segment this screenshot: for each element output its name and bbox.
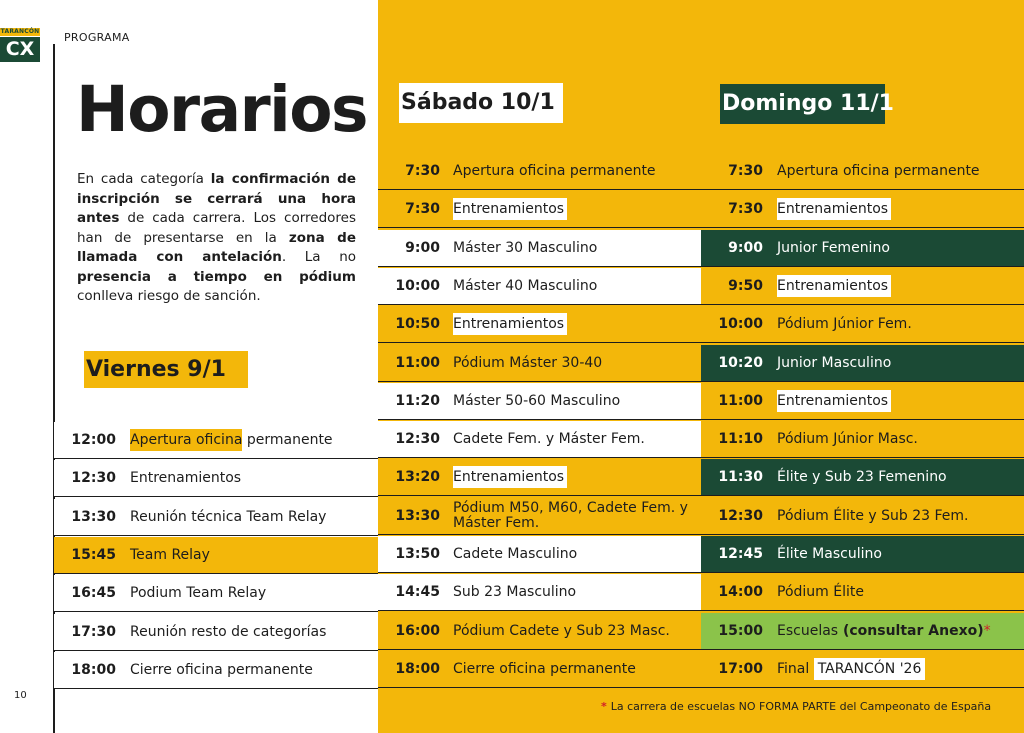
row-time: 11:30 bbox=[718, 469, 763, 486]
row-time: 12:00 bbox=[71, 432, 116, 448]
row-time: 9:50 bbox=[728, 277, 763, 294]
schedule-row-sabado bbox=[378, 421, 701, 458]
schedule-row-domingo bbox=[701, 306, 1024, 343]
schedule-row-domingo bbox=[701, 498, 1024, 535]
section-label: PROGRAMA bbox=[64, 31, 130, 44]
schedule-row-sabado bbox=[378, 651, 701, 688]
schedule-row-viernes bbox=[54, 499, 378, 536]
row-activity: Entrenamientos bbox=[453, 459, 695, 496]
row-time: 13:30 bbox=[71, 508, 116, 525]
row-time: 12:30 bbox=[71, 470, 116, 487]
schedule-row-domingo bbox=[701, 345, 1024, 382]
row-activity: Escuelas (consultar Anexo)* bbox=[777, 622, 991, 639]
row-activity: Final TARANCÓN '26 bbox=[777, 651, 925, 688]
row-time: 11:10 bbox=[718, 431, 763, 448]
row-activity: Pódium Élite bbox=[777, 584, 864, 601]
row-activity: Pódium Júnior Fem. bbox=[777, 316, 912, 333]
schedule-row-sabado bbox=[378, 498, 701, 535]
row-time: 10:00 bbox=[718, 316, 763, 333]
footnote-text: La carrera de escuelas NO FORMA PARTE del Campeonato de España bbox=[610, 700, 992, 713]
row-activity: Entrenamientos bbox=[777, 268, 891, 305]
day-label-domingo: Domingo 11/1 bbox=[720, 84, 885, 124]
schedule-row-sabado bbox=[378, 306, 701, 343]
row-time: 7:30 bbox=[405, 163, 440, 179]
schedule-row-viernes bbox=[54, 422, 378, 459]
intro-paragraph bbox=[77, 170, 356, 307]
row-time: 10:00 bbox=[395, 277, 440, 294]
row-time: 13:50 bbox=[395, 546, 440, 562]
schedule-row-domingo bbox=[701, 230, 1024, 267]
footnote bbox=[601, 700, 991, 713]
row-time: 12:45 bbox=[718, 546, 763, 562]
row-time: 17:30 bbox=[71, 623, 116, 640]
row-time: 18:00 bbox=[71, 661, 116, 678]
row-activity: Pódium Cadete y Sub 23 Masc. bbox=[453, 622, 670, 639]
schedule-row-sabado bbox=[378, 613, 701, 650]
row-activity: Team Relay bbox=[130, 546, 210, 563]
intro-segment: zona de llamada con antelación bbox=[77, 229, 356, 265]
row-activity: Entrenamientos bbox=[453, 306, 695, 343]
row-activity: Máster 50-60 Masculino bbox=[453, 392, 621, 409]
row-time: 12:30 bbox=[395, 431, 440, 448]
row-activity: Pódium Júnior Masc. bbox=[777, 431, 918, 448]
intro-segment: . La no bbox=[281, 249, 357, 265]
row-activity: Pódium M50, M60, Cadete Fem. y Máster Fem. bbox=[453, 499, 688, 531]
schedule-row-sabado bbox=[378, 230, 701, 267]
row-time: 12:30 bbox=[718, 507, 763, 524]
taracon-cx-logo bbox=[0, 28, 40, 62]
schedule-row-sabado bbox=[378, 345, 701, 382]
day-label-viernes: Viernes 9/1 bbox=[84, 351, 248, 388]
schedule-row-domingo bbox=[701, 191, 1024, 228]
schedule-row-sabado bbox=[378, 268, 701, 305]
schedule-row-domingo bbox=[701, 421, 1024, 458]
row-time: 11:00 bbox=[395, 354, 440, 371]
row-activity: Entrenamientos bbox=[777, 383, 891, 420]
row-time: 9:00 bbox=[728, 239, 763, 256]
row-activity: Apertura oficina permanente bbox=[777, 163, 980, 179]
schedule-row-viernes bbox=[54, 537, 378, 574]
schedule-row-viernes bbox=[54, 460, 378, 497]
row-activity: Máster 30 Masculino bbox=[453, 239, 598, 256]
row-time: 10:50 bbox=[395, 316, 440, 333]
row-activity: Junior Masculino bbox=[777, 354, 892, 371]
day-label-sabado: Sábado 10/1 bbox=[399, 83, 563, 123]
row-activity: Cierre oficina permanente bbox=[130, 661, 313, 678]
schedule-row-sabado bbox=[378, 153, 701, 190]
schedule-row-viernes bbox=[54, 575, 378, 612]
row-time: 7:30 bbox=[728, 163, 763, 179]
row-activity: Pódium Máster 30-40 bbox=[453, 354, 603, 371]
event-name-highlight: TARANCÓN '26 bbox=[814, 658, 926, 680]
page-number: 10 bbox=[14, 690, 27, 701]
footnote-mark: * bbox=[601, 700, 607, 713]
row-time: 11:20 bbox=[395, 392, 440, 409]
schedule-row-sabado bbox=[378, 574, 701, 611]
intro-segment: En cada categoría bbox=[77, 171, 211, 187]
schedule-row-domingo bbox=[701, 651, 1024, 688]
schedule-row-sabado bbox=[378, 536, 701, 573]
row-activity: Sub 23 Masculino bbox=[453, 584, 577, 601]
row-activity: Podium Team Relay bbox=[130, 585, 267, 602]
logo-top-text: TARANCÓN bbox=[0, 28, 40, 35]
intro-segment: de cada carrera. Los corredores han de presentarse en la bbox=[77, 210, 356, 246]
row-activity: Cadete Masculino bbox=[453, 546, 578, 562]
row-time: 13:20 bbox=[395, 469, 440, 486]
schedule-row-domingo bbox=[701, 459, 1024, 496]
row-activity: Junior Femenino bbox=[777, 239, 890, 256]
logo-main-text: CX bbox=[0, 37, 40, 62]
intro-segment: conlleva riesgo de sanción. bbox=[77, 288, 261, 304]
schedule-row-domingo bbox=[701, 574, 1024, 611]
row-activity: Apertura oficina permanente bbox=[130, 422, 333, 459]
schedule-row-domingo bbox=[701, 536, 1024, 573]
row-activity: Reunión técnica Team Relay bbox=[130, 508, 327, 525]
row-activity: Apertura oficina permanente bbox=[453, 163, 656, 179]
row-activity: Pódium Élite y Sub 23 Fem. bbox=[777, 507, 969, 524]
schedule-row-sabado bbox=[378, 191, 701, 228]
row-activity: Entrenamientos bbox=[453, 191, 695, 228]
row-time: 10:20 bbox=[718, 354, 763, 371]
row-time: 7:30 bbox=[405, 201, 440, 218]
row-time: 18:00 bbox=[395, 660, 440, 677]
schedule-row-domingo bbox=[701, 613, 1024, 650]
row-activity: Élite y Sub 23 Femenino bbox=[777, 469, 947, 486]
row-time: 15:45 bbox=[71, 546, 116, 563]
row-time: 9:00 bbox=[405, 239, 440, 256]
page-title: Horarios bbox=[76, 73, 368, 146]
row-activity: Cadete Fem. y Máster Fem. bbox=[453, 431, 645, 448]
row-time: 17:00 bbox=[718, 660, 763, 677]
row-time: 11:00 bbox=[718, 392, 763, 409]
row-time: 15:00 bbox=[718, 622, 763, 639]
footnote-mark: * bbox=[983, 622, 991, 639]
schedule-row-viernes bbox=[54, 652, 378, 689]
schedule-row-domingo bbox=[701, 383, 1024, 420]
row-activity: Reunión resto de categorías bbox=[130, 623, 327, 640]
row-time: 16:00 bbox=[395, 622, 440, 639]
row-activity: Entrenamientos bbox=[777, 191, 891, 228]
schedule-row-sabado bbox=[378, 459, 701, 496]
row-activity: Entrenamientos bbox=[130, 470, 242, 487]
row-activity: Máster 40 Masculino bbox=[453, 277, 598, 294]
row-activity: Élite Masculino bbox=[777, 546, 882, 562]
intro-segment: la confirmación de inscripción se cerrará una hora antes bbox=[77, 171, 356, 226]
schedule-row-viernes bbox=[54, 614, 378, 651]
schedule-row-domingo bbox=[701, 268, 1024, 305]
activity-note: (consultar Anexo) bbox=[838, 622, 984, 639]
row-time: 7:30 bbox=[728, 201, 763, 218]
schedule-row-domingo bbox=[701, 153, 1024, 190]
row-time: 14:45 bbox=[395, 584, 440, 601]
row-time: 16:45 bbox=[71, 585, 116, 602]
row-time: 13:30 bbox=[395, 507, 440, 524]
schedule-row-sabado bbox=[378, 383, 701, 420]
row-activity: Cierre oficina permanente bbox=[453, 660, 636, 677]
intro-segment: presencia a tiempo en pódium bbox=[77, 268, 356, 285]
row-time: 14:00 bbox=[718, 584, 763, 601]
